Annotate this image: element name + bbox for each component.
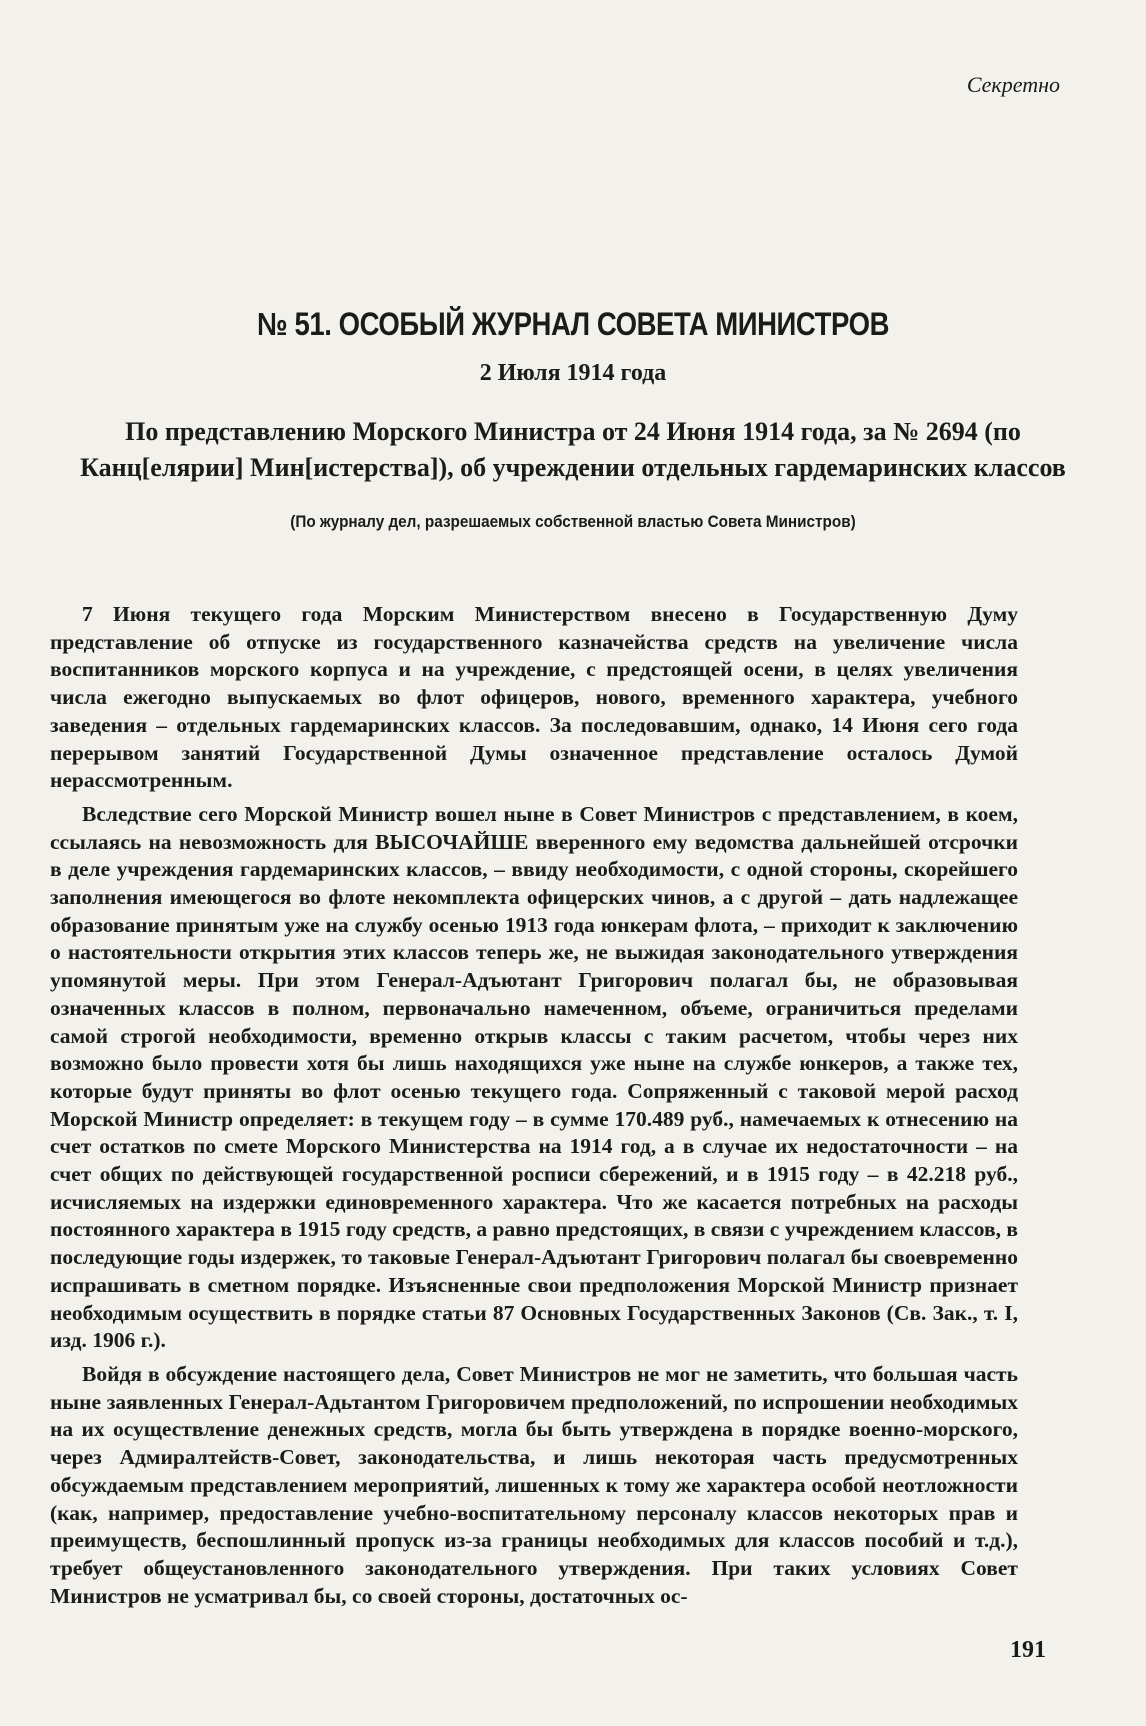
document-title: № 51. ОСОБЫЙ ЖУРНАЛ СОВЕТА МИНИСТРОВ — [256, 306, 890, 342]
document-note: (По журналу дел, разрешаемых собственной властью Совета Министров) — [290, 512, 856, 531]
document-date: 2 Июля 1914 года — [479, 360, 667, 386]
paragraph: Вследствие сего Морской Министр вошел ныне в Совет Министров с представлением, в коем, ссылаясь на невозможность для ВЫСОЧАЙШЕ вверенного ему ведомства дальнейшей отсрочки в деле учреждения гардемаринских классов, – ввиду необходимости, с одной стороны, скорейшего заполнения имеющегося во флоте некомплекта офицерских чинов, а с другой – дать надлежащее образование принятым уже на службу осенью 1913 года юнкерам флота, – приходит к заключению о настоятельности открытия этих классов теперь же, не выжидая законодательного утверждения упомянутой меры. При этом Генерал-Адъютант Григорович полагал бы, не образовывая означенных классов в полном, первоначально намеченном, объеме, ограничиться пределами самой строгой необходимости, временно открыв классы с таким расчетом, чтобы через них возможно было провести хотя бы лишь находящихся уже ныне на службе юнкеров, а также тех, которые будут приняты во флот осенью текущего года. Сопряженный с таковой мерой расход Морской Министр определяет: в текущем году – в сумме 170.489 руб., намечаемых к отнесению на счет остатков по смете Морского Министерства на 1914 год, а в случае их недостаточности – на счет общих по действующей государственной росписи сбережений, и в 1915 году – в 42.218 руб., исчисляемых на издержки единовременного характера. Что же касается потребных на расходы постоянного характера в 1915 году средств, а равно предстоящих, в связи с учреждением классов, в последующие годы издержек, то таковые Генерал-Адъютант Григорович полагал бы своевременно испрашивать в сметном порядке. Изъясненные свои предположения Морской Министр признает необходимым осуществить в порядке статьи 87 Основных Государственных Законов (Св. Зак., т. I, изд. 1906 г.). — [50, 801, 1018, 1353]
paragraph: Войдя в обсуждение настоящего дела, Совет Министров не мог не заметить, что большая часть ныне заявленных Генерал-Адьтантом Григоровичем предположений, по испрошении необходимых на их осуществление денежных средств, могла бы быть утверждена в порядке военно-морского, через Адмиралтейств-Совет, законодательства, и лишь некоторая часть предусмотренных обсуждаемым представлением мероприятий, лишенных к тому же характера особой неотложности (как, например, предоставление учебно-воспитательному персоналу классов некоторых прав и преимуществ, беспошлинный пропуск из-за границы необходимых для классов пособий и т.д.), требует общеустановленного законодательного утверждения. При таких условиях Совет Министров не усматривал бы, со своей стороны, достаточных ос- — [50, 1361, 1018, 1608]
document-body — [50, 601, 1018, 1616]
secrecy-stamp: Секретно — [966, 72, 1060, 97]
document-subject: По представлению Морского Министра от 24 Июня 1914 года, за № 2694 (по Канц[елярии] Мин[истерства]), об учреждении отдельных гардемаринских классов — [80, 417, 1066, 482]
paragraph: 7 Июня текущего года Морским Министерством внесено в Государственную Думу представление об отпуске из государственного казначейства средств на увеличение числа воспитанников морского корпуса и на учреждение, с предстоящей осени, в целях увеличения числа ежегодно выпускаемых во флот офицеров, нового, временного характера, учебного заведения – отдельных гардемаринских классов. За последовавшим, однако, 14 Июня сего года перерывом занятий Государственной Думы означенное представление осталось Думой нерассмотренным. — [50, 602, 1018, 793]
page-number: 191 — [1010, 1637, 1046, 1663]
